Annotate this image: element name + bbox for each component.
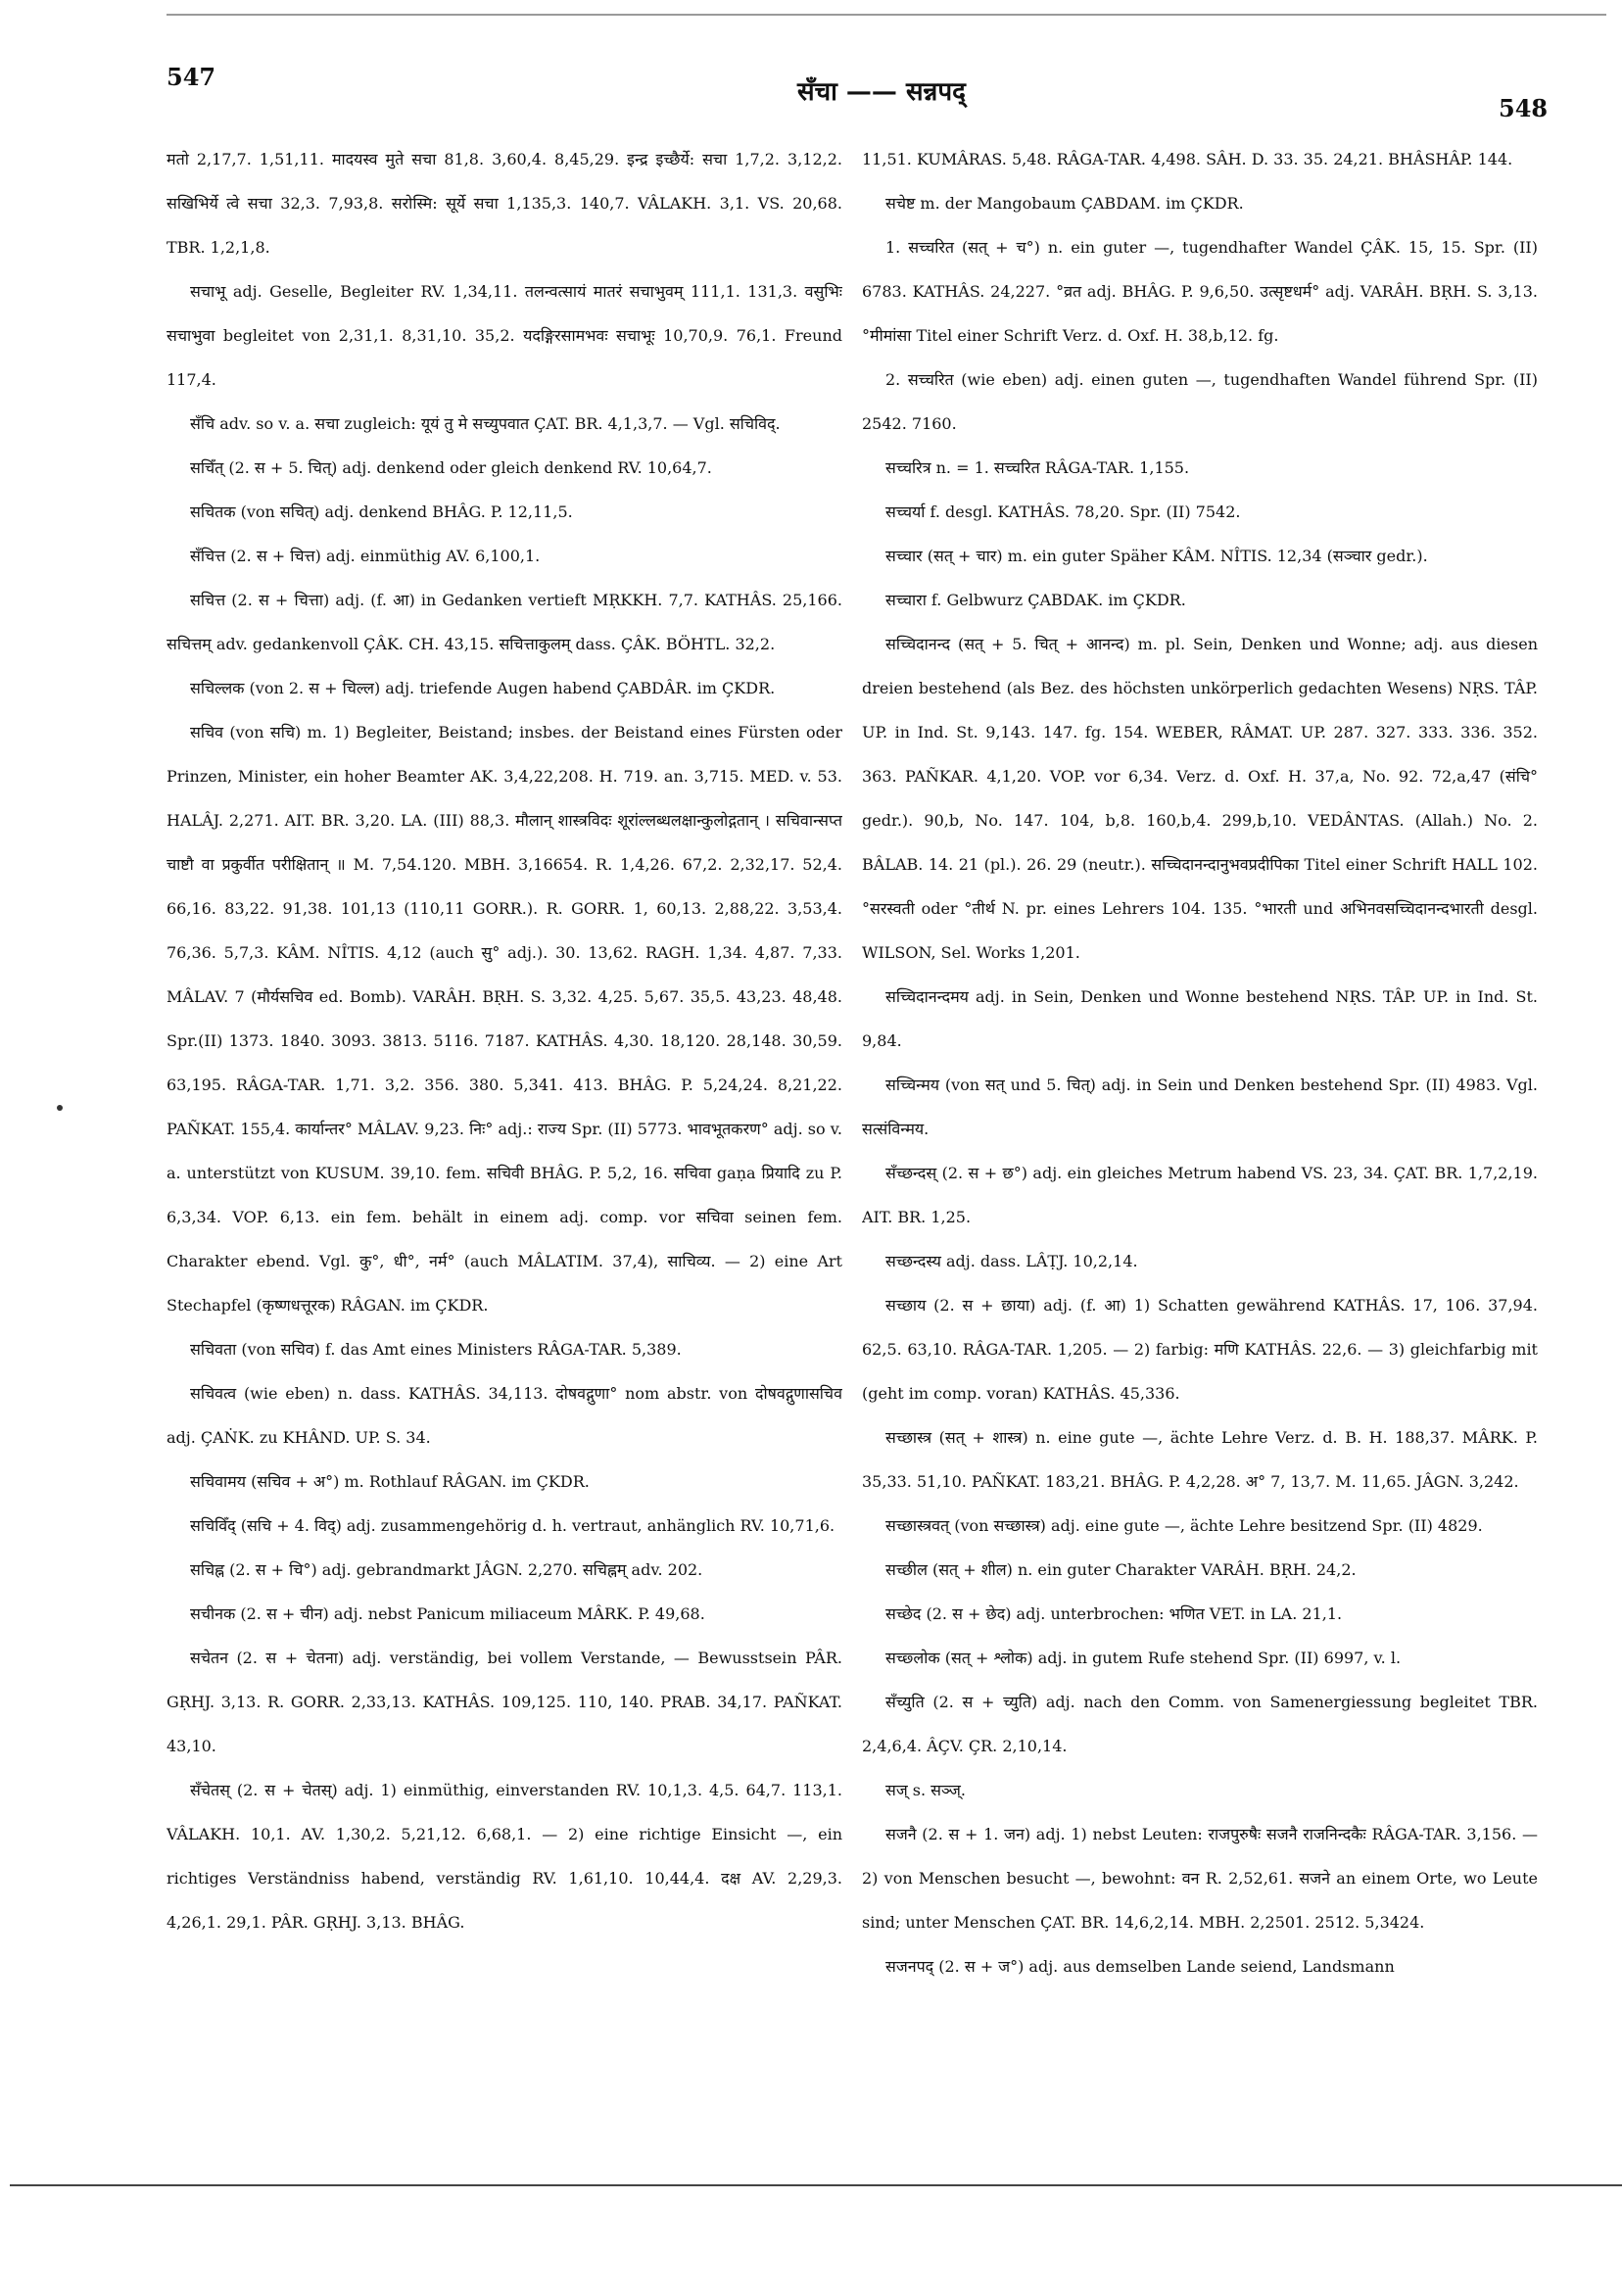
entry: सचाभू adj. Geselle, Begleiter RV. 1,34,11. तलन्वत्सायं मातरं सचाभुवम् 111,1. 131,3. वसुभिः सचाभुवा begleitet von 2,31,1. 8,31,10. 35,2. यदङ्गिरसामभवः सचाभूः 10,70,9. 76,1. Freund 117,4. — [167, 282, 842, 389]
entry: सँच्युति (2. स + च्युति) adj. nach den Comm. von Samenergiessung begleitet TBR. 2,4,6,4. ÂÇV. ÇR. 2,10,14. — [862, 1693, 1538, 1755]
left-column — [167, 137, 842, 1998]
entry: सच्चरित्र n. = 1. सच्चरित RÂGA-TAR. 1,155. — [885, 458, 1190, 477]
entry: सँचित्त (2. स + चित्त) adj. einmüthig AV. 6,100,1. — [190, 547, 541, 565]
top-rule — [167, 14, 1606, 16]
entry: सच्छास्त्र (सत् + शास्त्र) n. eine gute —, ächte Lehre Verz. d. B. H. 188,37. MÂRK. P. 35,33. 51,10. PAÑKAT. 183,21. BHÂG. P. 4,2,28. अ° 7, 13,7. M. 11,65. JÂGN. 3,242. — [862, 1428, 1538, 1491]
entry: सच्छेद (2. स + छेद) adj. unterbrochen: भणित VET. in LA. 21,1. — [885, 1604, 1343, 1623]
entry: सँच्छन्दस् (2. स + छ°) adj. ein gleiches Metrum habend VS. 23, 34. ÇAT. BR. 1,7,2,19. AIT. BR. 1,25. — [862, 1164, 1538, 1226]
entry: सचितक (von सचित्) adj. denkend BHÂG. P. 12,11,5. — [190, 502, 573, 521]
entry: सच्छ्लोक (सत् + श्लोक) adj. in gutem Rufe stehend Spr. (II) 6997, v. l. — [885, 1649, 1402, 1667]
margin-mark — [57, 1105, 63, 1111]
entry: सचिवामय (सचिव + अ°) m. Rothlauf RÂGAN. im ÇKDR. — [190, 1472, 590, 1491]
header-dash: —— — [845, 77, 897, 107]
entry: सच्चारा f. Gelbwurz ÇABDAK. im ÇKDR. — [885, 591, 1186, 609]
entry: सज् s. सञ्ज्. — [885, 1781, 966, 1799]
entry: सचेष्ट m. der Mangobaum ÇABDAM. im ÇKDR. — [885, 194, 1244, 213]
right-column — [862, 137, 1538, 1998]
entry: सँचेतस् (2. स + चेतस्) adj. 1) einmüthig, einverstanden RV. 10,1,3. 4,5. 64,7. 113,1. VÂLAKH. 10,1. AV. 1,30,2. 5,21,12. 6,68,1. — 2) eine richtige Einsicht —, ein richtiges Verständniss habend, verständig RV. 1,61,10. 10,44,4. दक्ष AV. 2,29,3. 4,26,1. 29,1. PÂR. GṚHJ. 3,13. BHÂG. — [167, 1781, 842, 1932]
bottom-rule — [10, 2184, 1622, 2186]
entry: 11,51. KUMÂRAS. 5,48. RÂGA-TAR. 4,498. SÂH. D. 33. 35. 24,21. BHÂSHÂP. 144. — [862, 150, 1513, 168]
entry: सच्छन्दस्य adj. dass. LÂṬJ. 10,2,14. — [885, 1252, 1138, 1270]
entry: सचेतन (2. स + चेतना) adj. verständig, bei vollem Verstande, — Bewusstsein PÂR. GṚHJ. 3,13. R. GORR. 2,33,13. KATHÂS. 109,125. 110, 140. PRAB. 34,17. PAÑKAT. 43,10. — [167, 1649, 842, 1755]
entry: मतो 2,17,7. 1,51,11. मादयस्व मुते सचा 81,8. 3,60,4. 8,45,29. इन्द्र इच्छैर्ये: सचा 1,7,2. 3,12,2. सखिभिर्ये त्वे सचा 32,3. 7,93,8. सरोस्मि: सूर्ये सचा 1,135,3. 140,7. VÂLAKH. 3,1. VS. 20,68. TBR. 1,2,1,8. — [167, 150, 842, 257]
entry: सजनपद् (2. स + ज°) adj. aus demselben Lande seiend, Landsmann — [885, 1957, 1395, 1976]
entry: सचिँत् (2. स + 5. चित्) adj. denkend oder gleich denkend RV. 10,64,7. — [190, 458, 712, 477]
entry: 2. सच्चरित (wie eben) adj. einen guten —, tugendhaften Wandel führend Spr. (II) 2542. 7160. — [862, 370, 1538, 433]
entry: सच्चार (सत् + चार) m. ein guter Späher KÂM. NÎTIS. 12,34 (सञ्चार gedr.). — [885, 547, 1428, 565]
entry: सचिवता (von सचिव) f. das Amt eines Ministers RÂGA-TAR. 5,389. — [190, 1340, 682, 1359]
entry: सचिवत्व (wie eben) n. dass. KATHÂS. 34,113. दोषवद्गुणा° nom abstr. von दोषवद्गुणासचिव adj. ÇAṄK. zu KHÂND. UP. S. 34. — [167, 1384, 842, 1447]
entry: सच्छाय (2. स + छाया) adj. (f. आ) 1) Schatten gewährend KATHÂS. 17, 106. 37,94. 62,5. 63,10. RÂGA-TAR. 1,205. — 2) farbig: मणि KATHÂS. 22,6. — 3) gleichfarbig mit (geht im comp. voran) KATHÂS. 45,336. — [862, 1296, 1538, 1403]
header-last-word: सन्नपद् — [905, 77, 966, 107]
entry: सच्छील (सत् + शील) n. ein guter Charakter VARÂH. BṚH. 24,2. — [885, 1560, 1357, 1579]
entry: सजनै (2. स + 1. जन) adj. 1) nebst Leuten: राजपुरुषैः सजनै राजनिन्दकैः RÂGA-TAR. 3,156. — 2) von Menschen besucht —, bewohnt: वन R. 2,52,61. सजने an einem Orte, wo Leute sind; unter Menschen ÇAT. BR. 14,6,2,14. MBH. 2,2501. 2512. 5,3424. — [862, 1825, 1538, 1932]
running-header — [725, 72, 1038, 108]
entry: 1. सच्चरित (सत् + च°) n. ein guter —, tugendhafter Wandel ÇÂK. 15, 15. Spr. (II) 6783. KATHÂS. 24,227. °व्रत adj. BHÂG. P. 9,6,50. उत्सृष्टधर्म° adj. VARÂH. BṚH. S. 3,13. °मीमांसा Titel einer Schrift Verz. d. Oxf. H. 38,b,12. fg. — [862, 238, 1538, 345]
entry: सँचि adv. so v. a. सचा zugleich: यूयं तु मे सच्युपवात ÇAT. BR. 4,1,3,7. — Vgl. सचिविद्. — [190, 414, 781, 433]
entry: सच्चर्या f. desgl. KATHÂS. 78,20. Spr. (II) 7542. — [885, 502, 1241, 521]
entry: सचीनक (2. स + चीन) adj. nebst Panicum miliaceum MÂRK. P. 49,68. — [190, 1604, 705, 1623]
entry: सच्चिन्मय (von सत् und 5. चित्) adj. in Sein und Denken bestehend Spr. (II) 4983. Vgl. सत्संविन्मय. — [862, 1076, 1538, 1138]
entry: सचिविँद् (सचि + 4. विद्) adj. zusammengehörig d. h. vertraut, anhänglich RV. 10,71,6. — [190, 1516, 835, 1535]
entry: सच्छास्त्रवत् (von सच्छास्त्र) adj. eine gute —, ächte Lehre besitzend Spr. (II) 4829. — [885, 1516, 1483, 1535]
header-first-word: सँचा — [797, 77, 837, 107]
page-number-left: 547 — [167, 63, 216, 91]
entry: सचिल्लक (von 2. स + चिल्ल) adj. triefende Augen habend ÇABDÂR. im ÇKDR. — [190, 679, 776, 697]
page-number-right: 548 — [1499, 94, 1549, 122]
entry: सचित्त (2. स + चित्ता) adj. (f. आ) in Gedanken vertieft MṚKKH. 7,7. KATHÂS. 25,166. सचित्तम् adv. gedankenvoll ÇÂK. CH. 43,15. सचित्ताकुलम् dass. ÇÂK. BÖHTL. 32,2. — [167, 591, 842, 653]
entry: सच्चिदानन्दमय adj. in Sein, Denken und Wonne bestehend NṚS. TÂP. UP. in Ind. St. 9,84. — [862, 987, 1538, 1050]
entry: सचिव (von सचि) m. 1) Begleiter, Beistand; insbes. der Beistand eines Fürsten oder Prinzen, Minister, ein hoher Beamter AK. 3,4,22,208. H. 719. an. 3,715. MED. v. 53. HALÂJ. 2,271. AIT. BR. 3,20. LA. (III) 88,3. मौलान् शास्त्रविदः शूरांल्लब्धलक्षान्कुलोद्गतान् । सचिवान्सप्त चाष्टौ वा प्रकुर्वीत परीक्षितान् ॥ M. 7,54.120. MBH. 3,16654. R. 1,4,26. 67,2. 2,32,17. 52,4. 66,16. 83,22. 91,38. 101,13 (110,11 GORR.). R. GORR. 1, 60,13. 2,88,22. 3,53,4. 76,36. 5,7,3. KÂM. NÎTIS. 4,12 (auch सु° adj.). 30. 13,62. RAGH. 1,34. 4,87. 7,33. MÂLAV. 7 (मौर्यसचिव ed. Bomb). VARÂH. BṚH. S. 3,32. 4,25. 5,67. 35,5. 43,23. 48,48. Spr.(II) 1373. 1840. 3093. 3813. 5116. 7187. KATHÂS. 4,30. 18,120. 28,148. 30,59. 63,195. RÂGA-TAR. 1,71. 3,2. 356. 380. 5,341. 413. BHÂG. P. 5,24,24. 8,21,22. PAÑKAT. 155,4. कार्यान्तर° MÂLAV. 9,23. निः° adj.: राज्य Spr. (II) 5773. भावभूतकरण° adj. so v. a. unterstützt von KUSUM. 39,10. fem. सचिवी BHÂG. P. 5,2, 16. सचिवा gaṇa प्रियादि zu P. 6,3,34. VOP. 6,13. ein fem. behält in einem adj. comp. vor सचिवा seinen fem. Charakter ebend. Vgl. कु°, धी°, नर्म° (auch MÂLATIM. 37,4), साचिव्य. — 2) eine Art Stechapfel (कृष्णधत्तूरक) RÂGAN. im ÇKDR. — [167, 723, 842, 1315]
entry: सच्चिदानन्द (सत् + 5. चित् + आनन्द) m. pl. Sein, Denken und Wonne; adj. aus diesen dreien bestehend (als Bez. des höchsten unkörperlich gedachten Wesens) NṚS. TÂP. UP. in Ind. St. 9,143. 147. fg. 154. WEBER, RÂMAT. UP. 287. 327. 333. 336. 352. 363. PAÑKAR. 4,1,20. VOP. vor 6,34. Verz. d. Oxf. H. 37,a, No. 92. 72,a,47 (संचि° gedr.). 90,b, No. 147. 104, b,8. 160,b,4. 299,b,10. VEDÂNTAS. (Allah.) No. 2. BÂLAB. 14. 21 (pl.). 26. 29 (neutr.). सच्चिदानन्दानुभवप्रदीपिका Titel einer Schrift HALL 102. °सरस्वती oder °तीर्थ N. pr. eines Lehrers 104. 135. °भारती und अभिनवसच्चिदानन्दभारती desgl. WILSON, Sel. Works 1,201. — [862, 635, 1538, 962]
entry: सचिह्न (2. स + चि°) adj. gebrandmarkt JÂGN. 2,270. सचिह्नम् adv. 202. — [190, 1560, 703, 1579]
